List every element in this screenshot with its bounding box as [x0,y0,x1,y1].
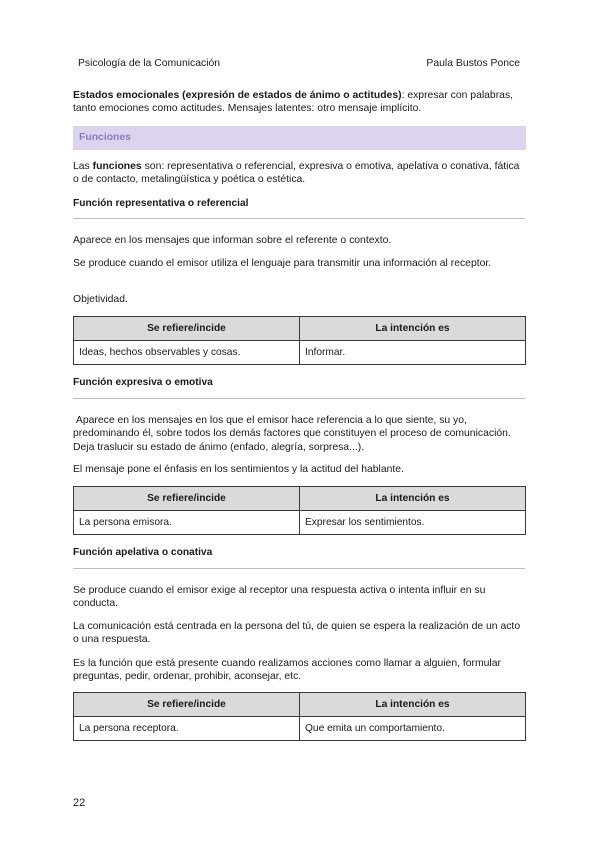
intro-text: : expresar con palabras, tanto emociones como actitudes. Mensajes latentes: otro mensaje implícito. [73,90,514,115]
section-title: Funciones [79,132,131,144]
table-row [74,341,526,365]
apelativa-p2: La comunicación está centrada en la persona del tú, de quien se espera la realización de un acto o una respuesta. [73,621,521,646]
apelativa-p3: Es la función que está presente cuando realizamos acciones como llamar a alguien, formular preguntas, pedir, ordenar, prohibir, aconsejar, etc. [73,658,501,683]
table-header-refiere: Se refiere/incide [74,693,300,717]
table-header-intencion: La intención es [300,693,526,717]
representativa-p2: Se produce cuando el emisor utiliza el lenguaje para transmitir una información al receptor. [73,258,492,269]
functions-intro-pre: Las [73,161,93,172]
intro-paragraph [73,89,527,116]
expresiva-p2: El mensaje pone el énfasis en los sentimientos y la actitud del hablante. [73,464,404,475]
table-cell: Que emita un comportamiento. [300,717,526,741]
course-title: Psicología de la Comunicación [78,58,221,69]
representativa-table [73,316,526,365]
table-row [74,717,526,741]
functions-intro-text: son: representativa o referencial, expresiva o emotiva, apelativa o conativa, fática o de contacto, metalingüística y poética o estética. [73,161,520,186]
table-row [74,511,526,535]
intro-bold: Estados emocionales (expresión de estados de ánimo o actitudes) [73,90,402,101]
table-header-refiere: Se refiere/incide [74,317,300,341]
table-header-refiere: Se refiere/incide [74,487,300,511]
representativa-p1: Aparece en los mensajes que informan sobre el referente o contexto. [73,235,392,246]
table-header-intencion: La intención es [300,317,526,341]
divider [73,398,525,399]
expresiva-p1: Aparece en los mensajes en los que el emisor hace referencia a lo que siente, su yo, predominando él, sobre todos los demás factores que constituyen el proceso de comunicación. Deja traslucir su estado de ánimo (enfado, alegría, sorpresa...). [73,415,514,453]
table-cell: La persona emisora. [74,511,300,535]
apelativa-title: Función apelativa o conativa [73,547,213,558]
author-name: Paula Bustos Ponce [426,58,520,69]
table-header-intencion: La intención es [300,487,526,511]
functions-intro-bold: funciones [92,161,142,172]
page-header [78,57,520,70]
expresiva-table [73,486,526,535]
divider [73,568,525,569]
table-cell: Informar. [300,341,526,365]
apelativa-p1: Se produce cuando el emisor exige al receptor una respuesta activa o intenta influir en su conducta. [73,585,486,610]
page-number: 22 [73,797,86,809]
section-heading-funciones [73,126,526,150]
table-cell: La persona receptora. [74,717,300,741]
divider [73,218,525,219]
apelativa-table [73,692,526,741]
representativa-p3: Objetividad. [73,294,128,305]
representativa-title: Función representativa o referencial [73,198,249,209]
table-cell: Expresar los sentimientos. [300,511,526,535]
functions-intro-paragraph [73,160,527,187]
expresiva-title: Función expresiva o emotiva [73,377,213,388]
table-cell: Ideas, hechos observables y cosas. [74,341,300,365]
